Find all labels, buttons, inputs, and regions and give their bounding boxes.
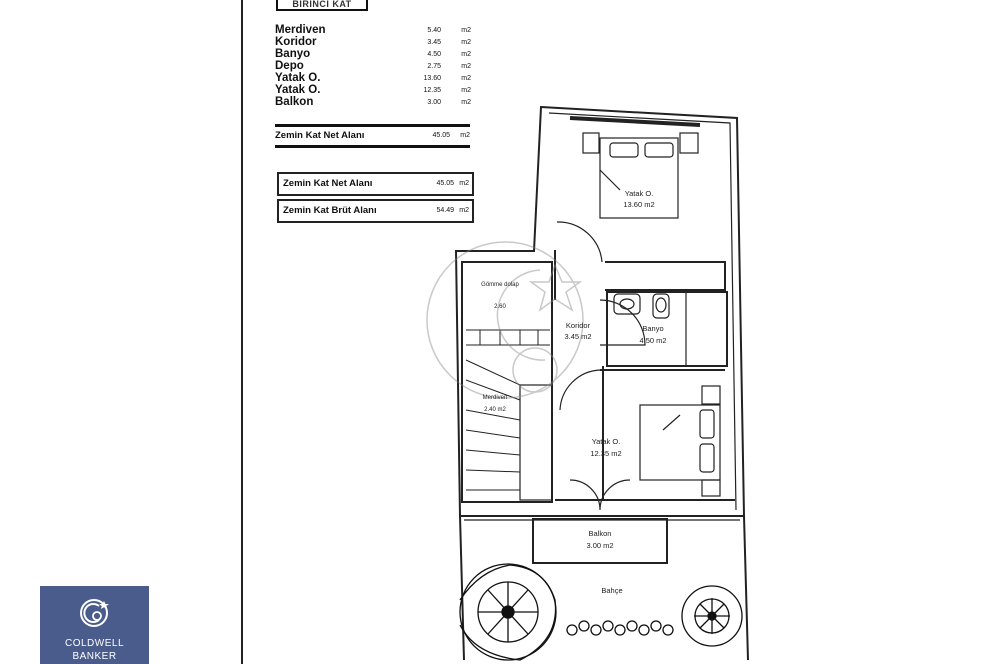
room-area-label: 4.50 m2 xyxy=(639,336,667,345)
interior-wall xyxy=(605,262,725,290)
tree-icon xyxy=(460,564,556,660)
room-area: 5.40 xyxy=(427,27,441,34)
watermark-logo xyxy=(427,242,583,398)
logo-text-line1: COLDWELL xyxy=(64,638,124,649)
room-area-label: 3.00 m2 xyxy=(586,541,614,550)
floor-title: BİRİNCİ KAT xyxy=(276,0,368,11)
room-area-label: 12.35 m2 xyxy=(590,449,622,458)
room-area: 4.50 xyxy=(427,51,441,58)
room-unit: m2 xyxy=(461,99,471,106)
room-label: Balkon xyxy=(588,529,612,538)
net-area-label: Zemin Kat Net Alanı xyxy=(275,130,365,141)
room-area: 2.75 xyxy=(427,63,441,70)
room-name: Balkon xyxy=(275,96,314,108)
room-unit: m2 xyxy=(461,27,471,34)
room-unit: m2 xyxy=(461,75,471,82)
room-name: Koridor xyxy=(275,36,317,48)
room-area: 3.00 xyxy=(427,99,441,106)
room-label: Yatak O. xyxy=(591,437,621,446)
coldwell-banker-logo xyxy=(40,586,149,664)
net-area-box-value: 45.05 xyxy=(436,180,454,187)
gross-area-box-unit: m2 xyxy=(459,207,469,214)
tree-icon xyxy=(682,586,742,646)
net-area-unit: m2 xyxy=(460,132,470,139)
room-area: 3.45 xyxy=(427,39,441,46)
room-unit: m2 xyxy=(461,87,471,94)
room-area-label: 2.60 xyxy=(494,304,506,310)
room-label: Yatak O. xyxy=(624,189,654,198)
room-name: Merdiven xyxy=(275,24,326,36)
room-area-label: 3.45 m2 xyxy=(564,332,592,341)
room-unit: m2 xyxy=(461,63,471,70)
shrub-row-icon xyxy=(567,621,673,635)
room-unit: m2 xyxy=(461,39,471,46)
stair-walls xyxy=(462,262,552,502)
room-area: 12.35 xyxy=(423,87,441,94)
net-area-value: 45.05 xyxy=(432,132,450,139)
room-label: Banyo xyxy=(642,324,664,333)
bed-icon xyxy=(640,386,720,496)
bathroom-walls xyxy=(607,292,727,366)
room-label: Bahçe xyxy=(601,586,623,595)
room-name: Yatak O. xyxy=(275,72,321,84)
room-name: Depo xyxy=(275,60,304,72)
room-area: 13.60 xyxy=(423,75,441,82)
cb-logo-icon xyxy=(40,598,149,628)
room-name: Yatak O. xyxy=(275,84,321,96)
staircase xyxy=(466,330,550,490)
room-name: Banyo xyxy=(275,48,311,60)
room-label: Merdiven xyxy=(482,395,508,401)
logo-text-line2: BANKER xyxy=(72,651,117,662)
gross-area-box-label: Zemin Kat Brüt Alanı xyxy=(283,205,377,216)
room-unit: m2 xyxy=(461,51,471,58)
room-area-label: 2.40 m2 xyxy=(484,407,506,413)
net-area-box-unit: m2 xyxy=(459,180,469,187)
net-area-box-label: Zemin Kat Net Alanı xyxy=(283,178,373,189)
room-label: Gömme dolap xyxy=(481,282,519,288)
room-area-label: 13.60 m2 xyxy=(623,200,655,209)
gross-area-box-value: 54.49 xyxy=(436,207,454,214)
room-label: Koridor xyxy=(565,321,591,330)
